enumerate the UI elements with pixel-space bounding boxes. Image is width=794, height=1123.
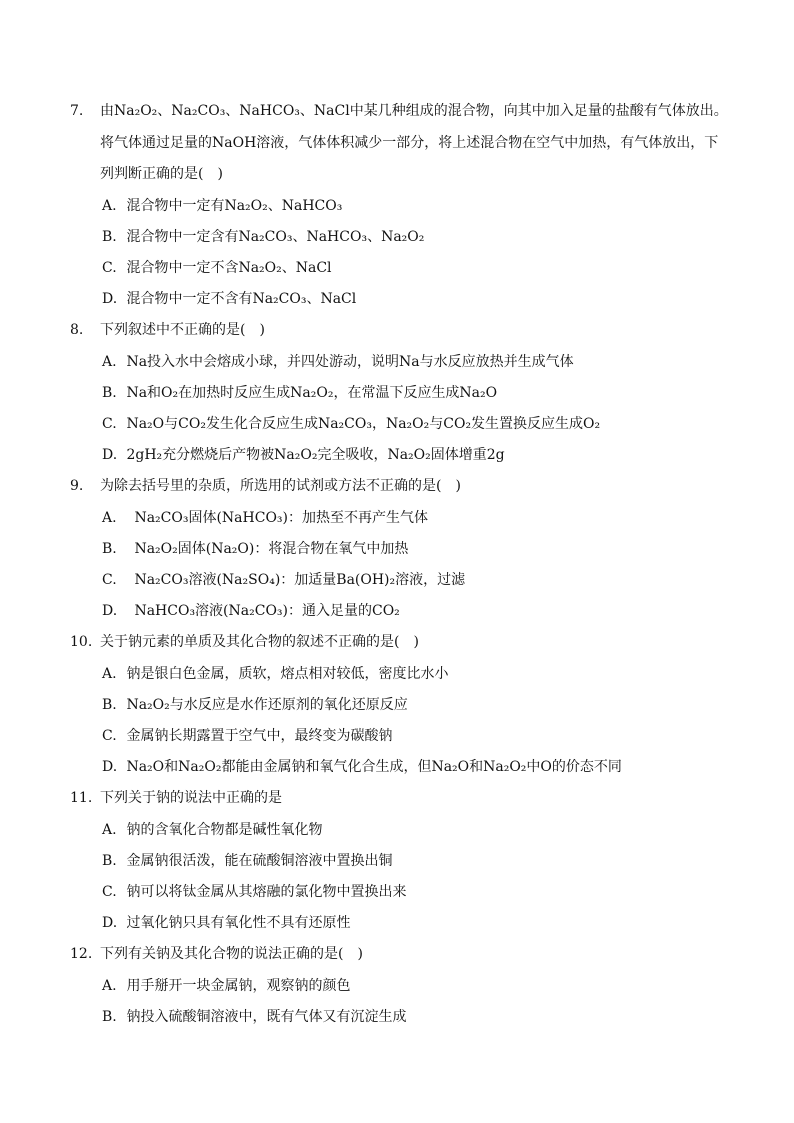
option-10b bbox=[102, 695, 742, 715]
option-12a bbox=[102, 976, 742, 996]
question-number: 10. bbox=[70, 634, 93, 650]
option-text: 过氧化钠只具有氧化性不具有还原性 bbox=[126, 915, 351, 931]
option-letter: A. bbox=[102, 978, 117, 994]
option-text: 钠可以将钛金属从其熔融的氯化物中置换出来 bbox=[126, 884, 407, 900]
option-letter: A. bbox=[102, 666, 117, 682]
option-11b bbox=[102, 851, 742, 871]
option-9d bbox=[102, 601, 742, 621]
question-number: 8. bbox=[70, 322, 84, 338]
option-11c bbox=[102, 882, 742, 902]
question-10 bbox=[70, 627, 730, 659]
option-10a bbox=[102, 664, 742, 684]
question-stem: 下列叙述中不正确的是( ) bbox=[100, 322, 265, 338]
option-8a bbox=[102, 352, 742, 372]
option-9b bbox=[102, 539, 742, 559]
question-7 bbox=[70, 96, 730, 191]
option-text: 2gH₂充分燃烧后产物被Na₂O₂完全吸收，Na₂O₂固体增重2g bbox=[126, 447, 505, 463]
question-number: 7. bbox=[70, 103, 84, 119]
option-letter: B. bbox=[102, 385, 117, 401]
option-10c bbox=[102, 726, 742, 746]
option-7b bbox=[102, 227, 742, 247]
question-12 bbox=[70, 939, 730, 971]
option-10d bbox=[102, 757, 742, 777]
option-text: Na₂O₂与水反应是水作还原剂的氧化还原反应 bbox=[126, 697, 408, 713]
option-text: Na₂O₂固体(Na₂O)：将混合物在氧气中加热 bbox=[134, 541, 409, 557]
option-text: 混合物中一定不含Na₂O₂、NaCl bbox=[126, 260, 332, 276]
question-stem: 下列关于钠的说法中正确的是 bbox=[100, 790, 282, 806]
option-letter: B. bbox=[102, 541, 117, 557]
option-9a bbox=[102, 508, 742, 528]
option-letter: C. bbox=[102, 728, 117, 744]
option-letter: A. bbox=[102, 822, 117, 838]
option-text: 钠的含氧化合物都是碱性氧化物 bbox=[126, 822, 323, 838]
option-letter: D. bbox=[102, 291, 118, 307]
option-11d bbox=[102, 913, 742, 933]
option-letter: C. bbox=[102, 572, 117, 588]
option-8c bbox=[102, 414, 742, 434]
option-text: 混合物中一定不含有Na₂CO₃、NaCl bbox=[126, 291, 357, 307]
option-letter: A. bbox=[102, 510, 117, 526]
option-letter: D. bbox=[102, 759, 118, 775]
option-letter: D. bbox=[102, 603, 118, 619]
option-12b bbox=[102, 1007, 742, 1027]
option-letter: C. bbox=[102, 416, 117, 432]
option-7d bbox=[102, 289, 742, 309]
question-9 bbox=[70, 471, 730, 503]
option-letter: B. bbox=[102, 229, 117, 245]
option-11a bbox=[102, 820, 742, 840]
question-8 bbox=[70, 315, 730, 347]
option-letter: B. bbox=[102, 697, 117, 713]
question-stem: 下列有关钠及其化合物的说法正确的是( ) bbox=[100, 946, 363, 962]
option-text: Na₂O和Na₂O₂都能由金属钠和氧气化合生成，但Na₂O和Na₂O₂中O的价态不同 bbox=[126, 759, 622, 775]
option-text: NaHCO₃溶液(Na₂CO₃)：通入足量的CO₂ bbox=[134, 603, 400, 619]
option-text: 混合物中一定含有Na₂CO₃、NaHCO₃、Na₂O₂ bbox=[126, 229, 425, 245]
option-letter: A. bbox=[102, 354, 117, 370]
option-letter: A. bbox=[102, 198, 117, 214]
option-9c bbox=[102, 570, 742, 590]
question-number: 9. bbox=[70, 478, 84, 494]
option-letter: D. bbox=[102, 447, 118, 463]
option-text: 混合物中一定有Na₂O₂、NaHCO₃ bbox=[126, 198, 343, 214]
option-letter: D. bbox=[102, 915, 118, 931]
option-text: 钠是银白色金属，质软，熔点相对较低，密度比水小 bbox=[126, 666, 449, 682]
option-7c bbox=[102, 258, 742, 278]
question-stem: 由Na₂O₂、Na₂CO₃、NaHCO₃、NaCl中某几种组成的混合物，向其中加入足量的盐酸有气体放出。将气体通过足量的NaOH溶液，气体体积减少一部分，将上述混合物在空气中加热，有气体放出，下列判断正确的是( ) bbox=[100, 103, 728, 182]
option-text: 钠投入硫酸铜溶液中，既有气体又有沉淀生成 bbox=[126, 1009, 407, 1025]
question-11 bbox=[70, 783, 730, 815]
option-7a bbox=[102, 196, 742, 216]
option-letter: C. bbox=[102, 884, 117, 900]
option-text: Na₂O与CO₂发生化合反应生成Na₂CO₃，Na₂O₂与CO₂发生置换反应生成O₂ bbox=[126, 416, 601, 432]
option-text: Na投入水中会熔成小球，并四处游动，说明Na与水反应放热并生成气体 bbox=[126, 354, 574, 370]
option-text: 用手掰开一块金属钠，观察钠的颜色 bbox=[126, 978, 351, 994]
option-text: Na和O₂在加热时反应生成Na₂O₂，在常温下反应生成Na₂O bbox=[126, 385, 498, 401]
option-text: 金属钠长期露置于空气中，最终变为碳酸钠 bbox=[126, 728, 393, 744]
option-letter: C. bbox=[102, 260, 117, 276]
option-8d bbox=[102, 445, 742, 465]
option-text: 金属钠很活泼，能在硫酸铜溶液中置换出铜 bbox=[126, 853, 393, 869]
question-stem: 为除去括号里的杂质，所选用的试剂或方法不正确的是( ) bbox=[100, 478, 461, 494]
question-number: 12. bbox=[70, 946, 93, 962]
option-letter: B. bbox=[102, 853, 117, 869]
option-letter: B. bbox=[102, 1009, 117, 1025]
option-text: Na₂CO₃溶液(Na₂SO₄)：加适量Ba(OH)₂溶液，过滤 bbox=[134, 572, 466, 588]
option-8b bbox=[102, 383, 742, 403]
question-stem: 关于钠元素的单质及其化合物的叙述不正确的是( ) bbox=[100, 634, 419, 650]
question-number: 11. bbox=[70, 790, 93, 806]
option-text: Na₂CO₃固体(NaHCO₃)：加热至不再产生气体 bbox=[134, 510, 428, 526]
